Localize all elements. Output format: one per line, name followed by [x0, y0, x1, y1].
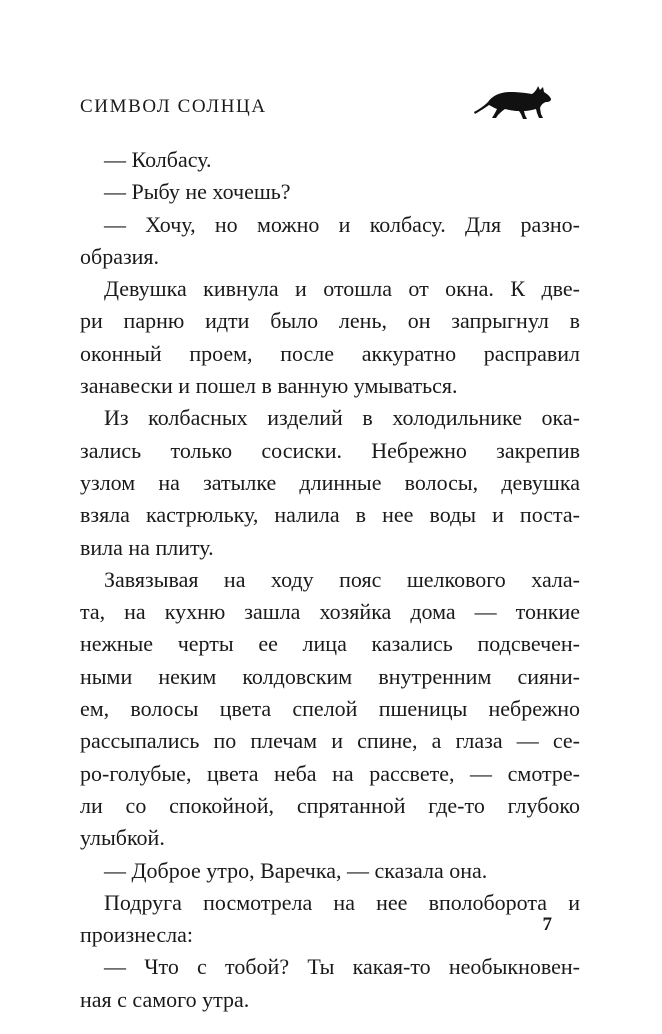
text-line: зались только сосиски. Небрежно закрепив — [80, 437, 580, 463]
body-text — [80, 144, 580, 1016]
running-title: СИМВОЛ СОЛНЦА — [80, 96, 267, 117]
text-line: Завязывая на ходу пояс шелкового хала- — [104, 566, 580, 592]
text-line: — Что с тобой? Ты какая-то необыкновен- — [104, 954, 580, 980]
text-line: — Рыбу не хочешь? — [104, 179, 291, 205]
text-line: вила на плиту. — [80, 534, 214, 560]
text-line: улыбкой. — [80, 825, 165, 851]
text-line: нежные черты ее лица казались подсвечен- — [80, 631, 580, 657]
text-line: ными неким колдовским внутренним сияни- — [80, 663, 580, 689]
text-line: узлом на затылке длинные волосы, девушка — [80, 469, 580, 495]
text-line: ри парню идти было лень, он запрыгнул в — [80, 308, 580, 334]
text-line: образия. — [80, 243, 160, 269]
black-cat-icon — [470, 82, 554, 120]
text-line: та, на кухню зашла хозяйка дома — тонкие — [80, 599, 580, 625]
text-line: произнесла: — [80, 922, 193, 948]
text-line: рассыпались по плечам и спине, а глаза — се- — [80, 728, 580, 754]
text-line: — Хочу, но можно и колбасу. Для разно- — [104, 211, 580, 237]
page-number: 7 — [542, 914, 552, 935]
text-line: Из колбасных изделий в холодильнике ока- — [104, 405, 580, 431]
text-line: занавески и пошел в ванную умываться. — [80, 373, 458, 399]
text-line: взяла кастрюльку, налила в нее воды и поста- — [80, 502, 580, 528]
text-line: — Доброе утро, Варечка, — сказала она. — [104, 857, 488, 883]
text-line: Подруга посмотрела на нее вполоборота и — [104, 889, 580, 915]
text-line: ли со спокойной, спрятанной где-то глубоко — [80, 792, 580, 818]
text-line: — Колбасу. — [104, 147, 212, 172]
text-line: ная с самого утра. — [80, 986, 250, 1012]
text-line: ем, волосы цвета спелой пшеницы небрежно — [80, 696, 580, 722]
text-line: Девушка кивнула и отошла от окна. К две- — [104, 276, 580, 302]
text-line: оконный проем, после аккуратно расправил — [80, 340, 580, 366]
text-line: ро-голубые, цвета неба на рассвете, — смотре- — [80, 760, 580, 786]
